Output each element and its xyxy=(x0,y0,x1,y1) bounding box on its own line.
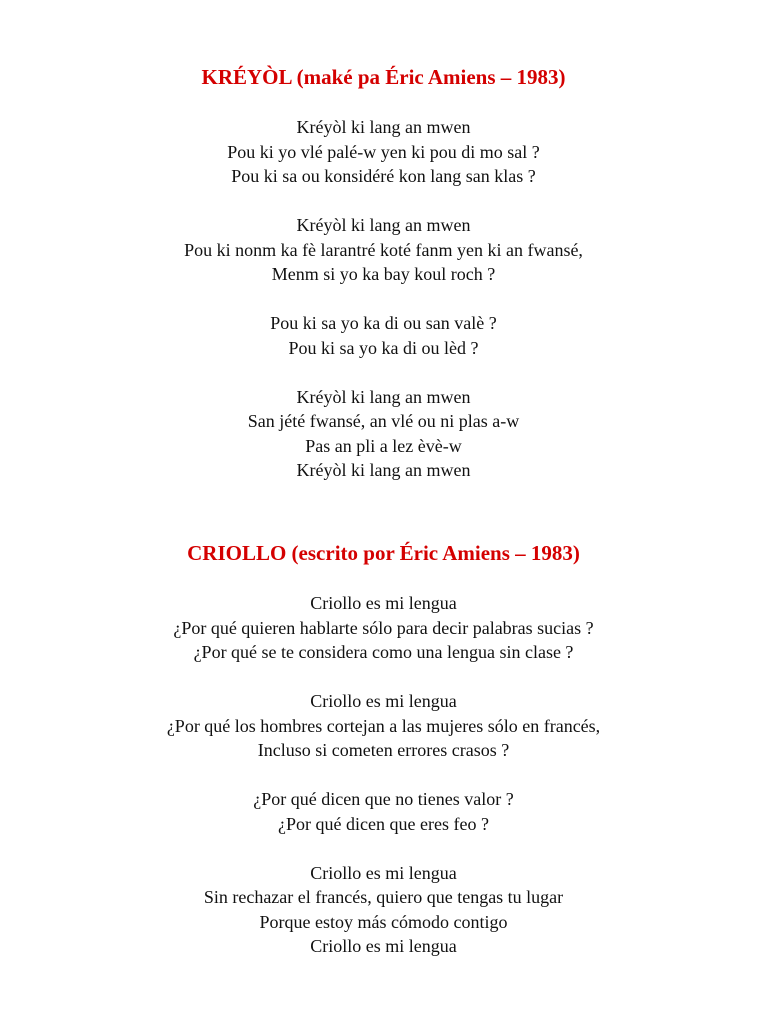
poem-kreyol xyxy=(0,62,767,507)
verse-line: Pou ki sa yo ka di ou san valè ? xyxy=(270,313,497,333)
verse-line: ¿Por qué dicen que no tienes valor ? xyxy=(253,789,514,809)
verse-line: ¿Por qué los hombres cortejan a las mujeres sólo en francés, xyxy=(166,715,601,736)
verse-line: Criollo es mi lengua xyxy=(310,593,457,613)
verse-line: Pou ki nonm ka fè larantré koté fanm yen ki an fwansé, xyxy=(184,239,583,260)
poem-title: CRIOLLO (escrito por Éric Amiens – 1983) xyxy=(187,541,580,565)
verse-line: Pas an pli a lez èvè-w xyxy=(305,435,462,456)
verse-line: Incluso si cometen errores crasos ? xyxy=(257,740,510,760)
verse-line: Pou ki yo vlé palé-w yen ki pou di mo sal ? xyxy=(227,141,540,162)
verse-line: Pou ki sa ou konsidéré kon lang san klas ? xyxy=(231,166,536,186)
stanza xyxy=(0,861,767,959)
stanza xyxy=(0,311,767,360)
verse-line: Menm si yo ka bay koul roch ? xyxy=(271,264,496,284)
verse-line: Porque estoy más cómodo contigo xyxy=(259,911,508,932)
poem-title: KRÉYÒL (maké pa Éric Amiens – 1983) xyxy=(201,65,566,89)
verse-line: Sin rechazar el francés, quiero que tengas tu lugar xyxy=(203,887,564,907)
verse-line: Criollo es mi lengua xyxy=(310,691,457,711)
stanza xyxy=(0,385,767,483)
stanza xyxy=(0,591,767,665)
verse-line: San jété fwansé, an vlé ou ni plas a-w xyxy=(247,411,520,431)
poem-criollo xyxy=(0,538,767,983)
stanza xyxy=(0,689,767,763)
verse-line: ¿Por qué dicen que eres feo ? xyxy=(278,813,489,834)
verse-line: Criollo es mi lengua xyxy=(310,936,457,956)
stanza xyxy=(0,787,767,836)
verse-line: Pou ki sa yo ka di ou lèd ? xyxy=(288,337,479,358)
verse-line: Kréyòl ki lang an mwen xyxy=(296,117,471,137)
verse-line: Kréyòl ki lang an mwen xyxy=(296,386,471,407)
verse-line: Criollo es mi lengua xyxy=(310,862,457,883)
verse-line: Kréyòl ki lang an mwen xyxy=(296,215,471,235)
stanza xyxy=(0,115,767,189)
stanza xyxy=(0,213,767,287)
verse-line: ¿Por qué se te considera como una lengua sin clase ? xyxy=(193,642,574,662)
verse-line: ¿Por qué quieren hablarte sólo para decir palabras sucias ? xyxy=(173,617,594,638)
verse-line: Kréyòl ki lang an mwen xyxy=(296,460,471,480)
